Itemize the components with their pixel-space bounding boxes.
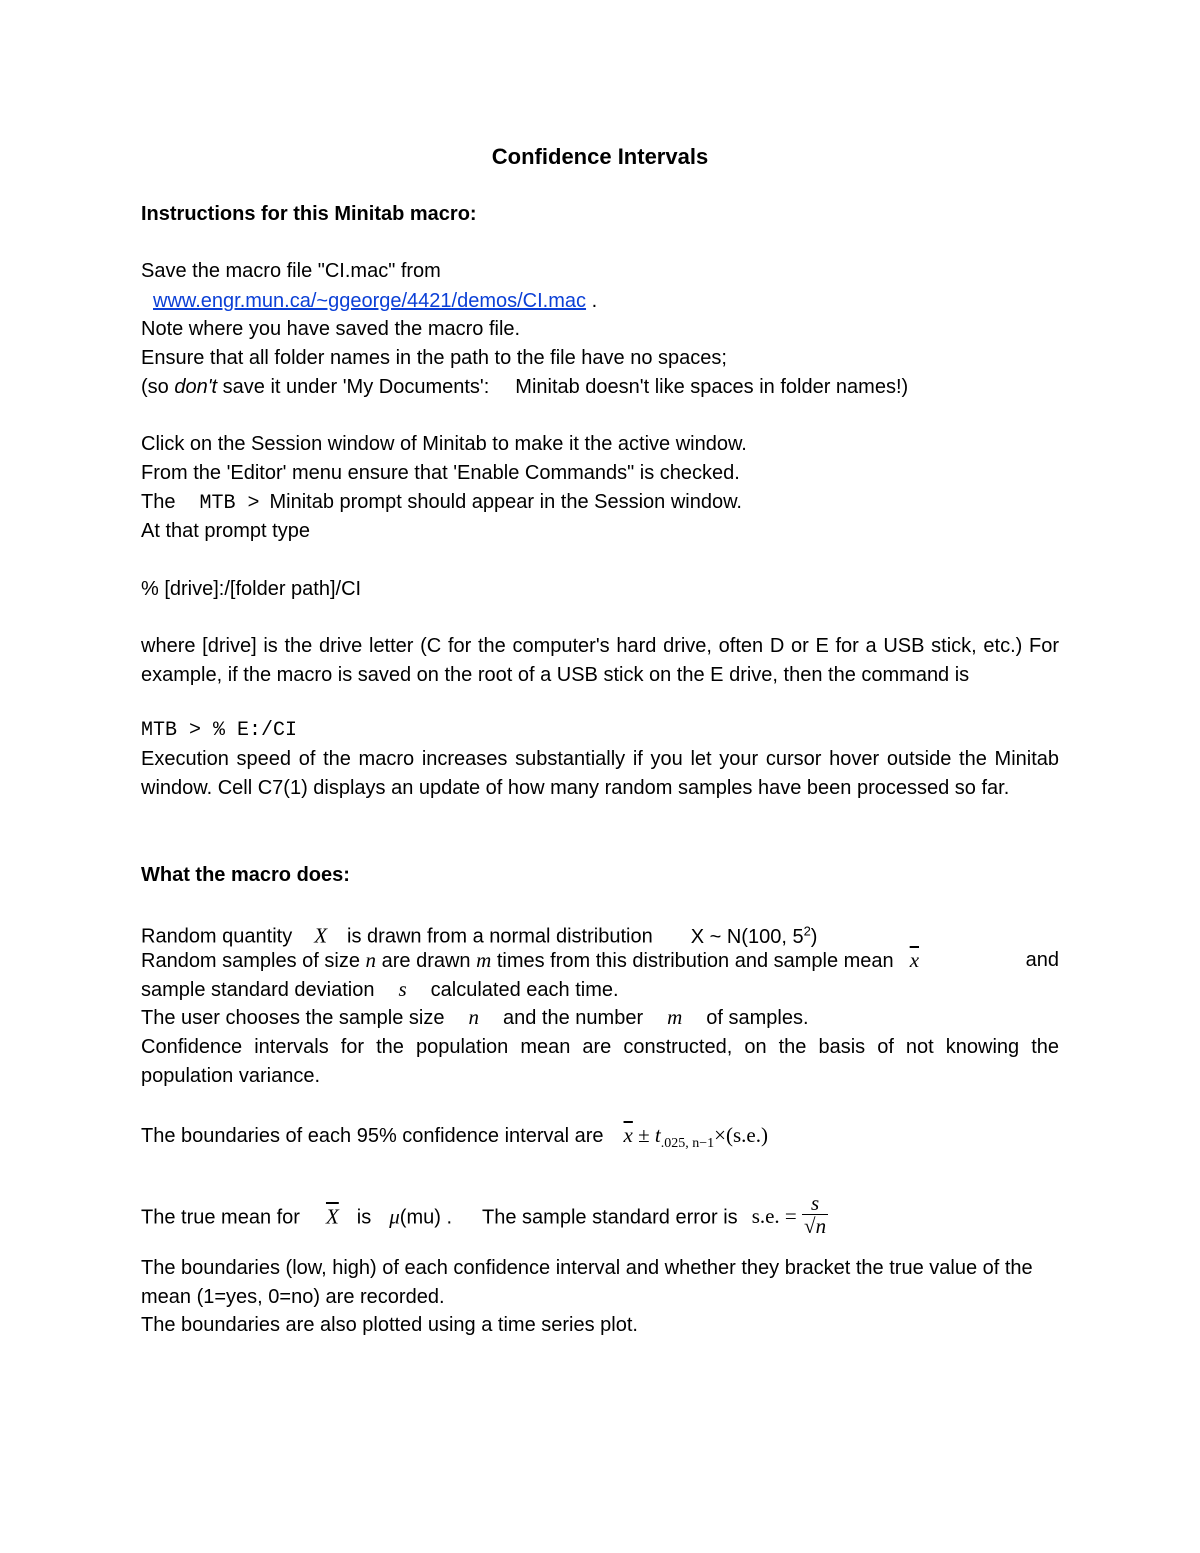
macro-link-line bbox=[153, 288, 597, 314]
var-n: n bbox=[365, 948, 377, 972]
editor-menu-line: From the 'Editor' menu ensure that 'Enable Commands" is checked. bbox=[141, 462, 740, 484]
se-lhs: s.e. = bbox=[751, 1204, 797, 1229]
so-mid: save it under 'My Documents': bbox=[217, 376, 490, 398]
ssd-pre: sample standard deviation bbox=[141, 979, 375, 1001]
at-prompt-line: At that prompt type bbox=[141, 520, 310, 542]
sqrt-sign: √ bbox=[804, 1214, 816, 1238]
var-xbar: $\overline{x}$ bbox=[909, 948, 920, 972]
user-post: of samples. bbox=[706, 1007, 809, 1029]
se-formula bbox=[751, 1191, 828, 1238]
ci-construction-paragraph: Confidence intervals for the population mean are constructed, on the basis of not knowing the population variance. bbox=[141, 1036, 1059, 1087]
note-line: Note where you have saved the macro file. bbox=[141, 318, 521, 340]
sample-sd-line bbox=[141, 976, 619, 1003]
macro-download-link[interactable]: www.engr.mun.ca/~ggeorge/4421/demos/CI.mac bbox=[153, 290, 587, 312]
execution-speed-paragraph: Execution speed of the macro increases substantially if you let your cursor hover outside the Minitab window. Cell C7(1) displays an update of how many random samples have been processed so far. bbox=[141, 748, 1059, 799]
distribution-text: X ~ N(100, 5 bbox=[690, 925, 804, 948]
rq-mid: is drawn from a normal distribution bbox=[347, 925, 653, 948]
true-pre: The true mean for bbox=[141, 1206, 300, 1229]
true-var-xbar: $\overline{X}$ bbox=[325, 1204, 339, 1229]
random-quantity-line bbox=[141, 918, 817, 950]
ci-formula bbox=[623, 1123, 768, 1152]
se-pre: The sample standard error is bbox=[482, 1206, 738, 1229]
var-x: X bbox=[314, 923, 328, 948]
prompt-line bbox=[141, 489, 742, 517]
ensure-line: Ensure that all folder names in the path to the file have no spaces; bbox=[141, 347, 727, 369]
mu-symbol: μ bbox=[389, 1204, 400, 1229]
var-m: m bbox=[476, 948, 492, 972]
the-pre: The bbox=[141, 491, 176, 513]
rq-pre: Random quantity bbox=[141, 925, 293, 948]
formula-xbar: $\overline{x}$ bbox=[623, 1123, 633, 1147]
bound-pre: The boundaries of each 95% confidence interval are bbox=[141, 1125, 604, 1147]
link-trailing-text: . bbox=[586, 290, 598, 312]
command-example-code: MTB > % E:/CI bbox=[141, 719, 298, 742]
distribution bbox=[690, 923, 818, 948]
ci-boundaries-line bbox=[141, 1122, 768, 1157]
var-n-2: n bbox=[468, 1005, 479, 1029]
macro-heading: What the macro does: bbox=[141, 864, 350, 886]
rs-pre: Random samples of size bbox=[141, 950, 360, 972]
formula-times-se: ×(s.e.) bbox=[714, 1123, 768, 1147]
se-fraction bbox=[802, 1192, 828, 1237]
mu-word: (mu) . bbox=[399, 1206, 453, 1229]
session-window-line: Click on the Session window of Minitab to make it the active window. bbox=[141, 433, 747, 455]
var-m-2: m bbox=[667, 1005, 683, 1029]
ssd-post: calculated each time. bbox=[430, 979, 619, 1001]
se-denominator bbox=[802, 1214, 828, 1237]
distribution-close: ) bbox=[810, 925, 818, 948]
se-den-n: n bbox=[815, 1214, 827, 1238]
true-mean-line bbox=[141, 1191, 828, 1241]
documents-warning-line bbox=[141, 374, 908, 400]
save-line: Save the macro file "CI.mac" from bbox=[141, 260, 441, 282]
random-samples-line bbox=[141, 947, 1059, 974]
var-s: s bbox=[398, 977, 407, 1001]
rs-mid1: are drawn bbox=[381, 950, 471, 972]
formula-pm: ± bbox=[638, 1123, 650, 1147]
user-mid: and the number bbox=[503, 1007, 644, 1029]
formula-t: t bbox=[654, 1123, 661, 1147]
se-numerator: s bbox=[810, 1191, 820, 1215]
drive-letter-paragraph: where [drive] is the drive letter (C for the computer's hard drive, often D or E for a USB stick, etc.) For example, if the macro is saved on the root of a USB stick on the E drive, then the command is bbox=[141, 635, 1059, 686]
time-series-line: The boundaries are also plotted using a time series plot. bbox=[141, 1314, 638, 1336]
formula-t-subscript: .025, n−1 bbox=[660, 1136, 715, 1152]
dont-emphasis: don't bbox=[174, 376, 218, 398]
instructions-heading: Instructions for this Minitab macro: bbox=[141, 203, 477, 225]
the-post: Minitab prompt should appear in the Session window. bbox=[269, 491, 742, 513]
distribution-exponent: 2 bbox=[803, 923, 811, 938]
user-pre: The user chooses the sample size bbox=[141, 1007, 445, 1029]
rs-mid2: times from this distribution and sample mean bbox=[496, 950, 894, 972]
mtb-prompt-code: MTB > bbox=[199, 492, 260, 515]
command-template: % [drive]:/[folder path]/CI bbox=[141, 578, 362, 600]
user-chooses-line bbox=[141, 1004, 809, 1031]
boundaries-recorded-paragraph: The boundaries (low, high) of each confidence interval and whether they bracket the true value of the mean (1=yes, 0=no) are recorded. bbox=[141, 1257, 1033, 1308]
true-is: is bbox=[356, 1206, 372, 1229]
so-pre: (so bbox=[141, 376, 175, 398]
so-post: Minitab doesn't like spaces in folder names!) bbox=[515, 376, 909, 398]
rs-and: and bbox=[1025, 949, 1059, 971]
page-title: Confidence Intervals bbox=[491, 144, 709, 169]
